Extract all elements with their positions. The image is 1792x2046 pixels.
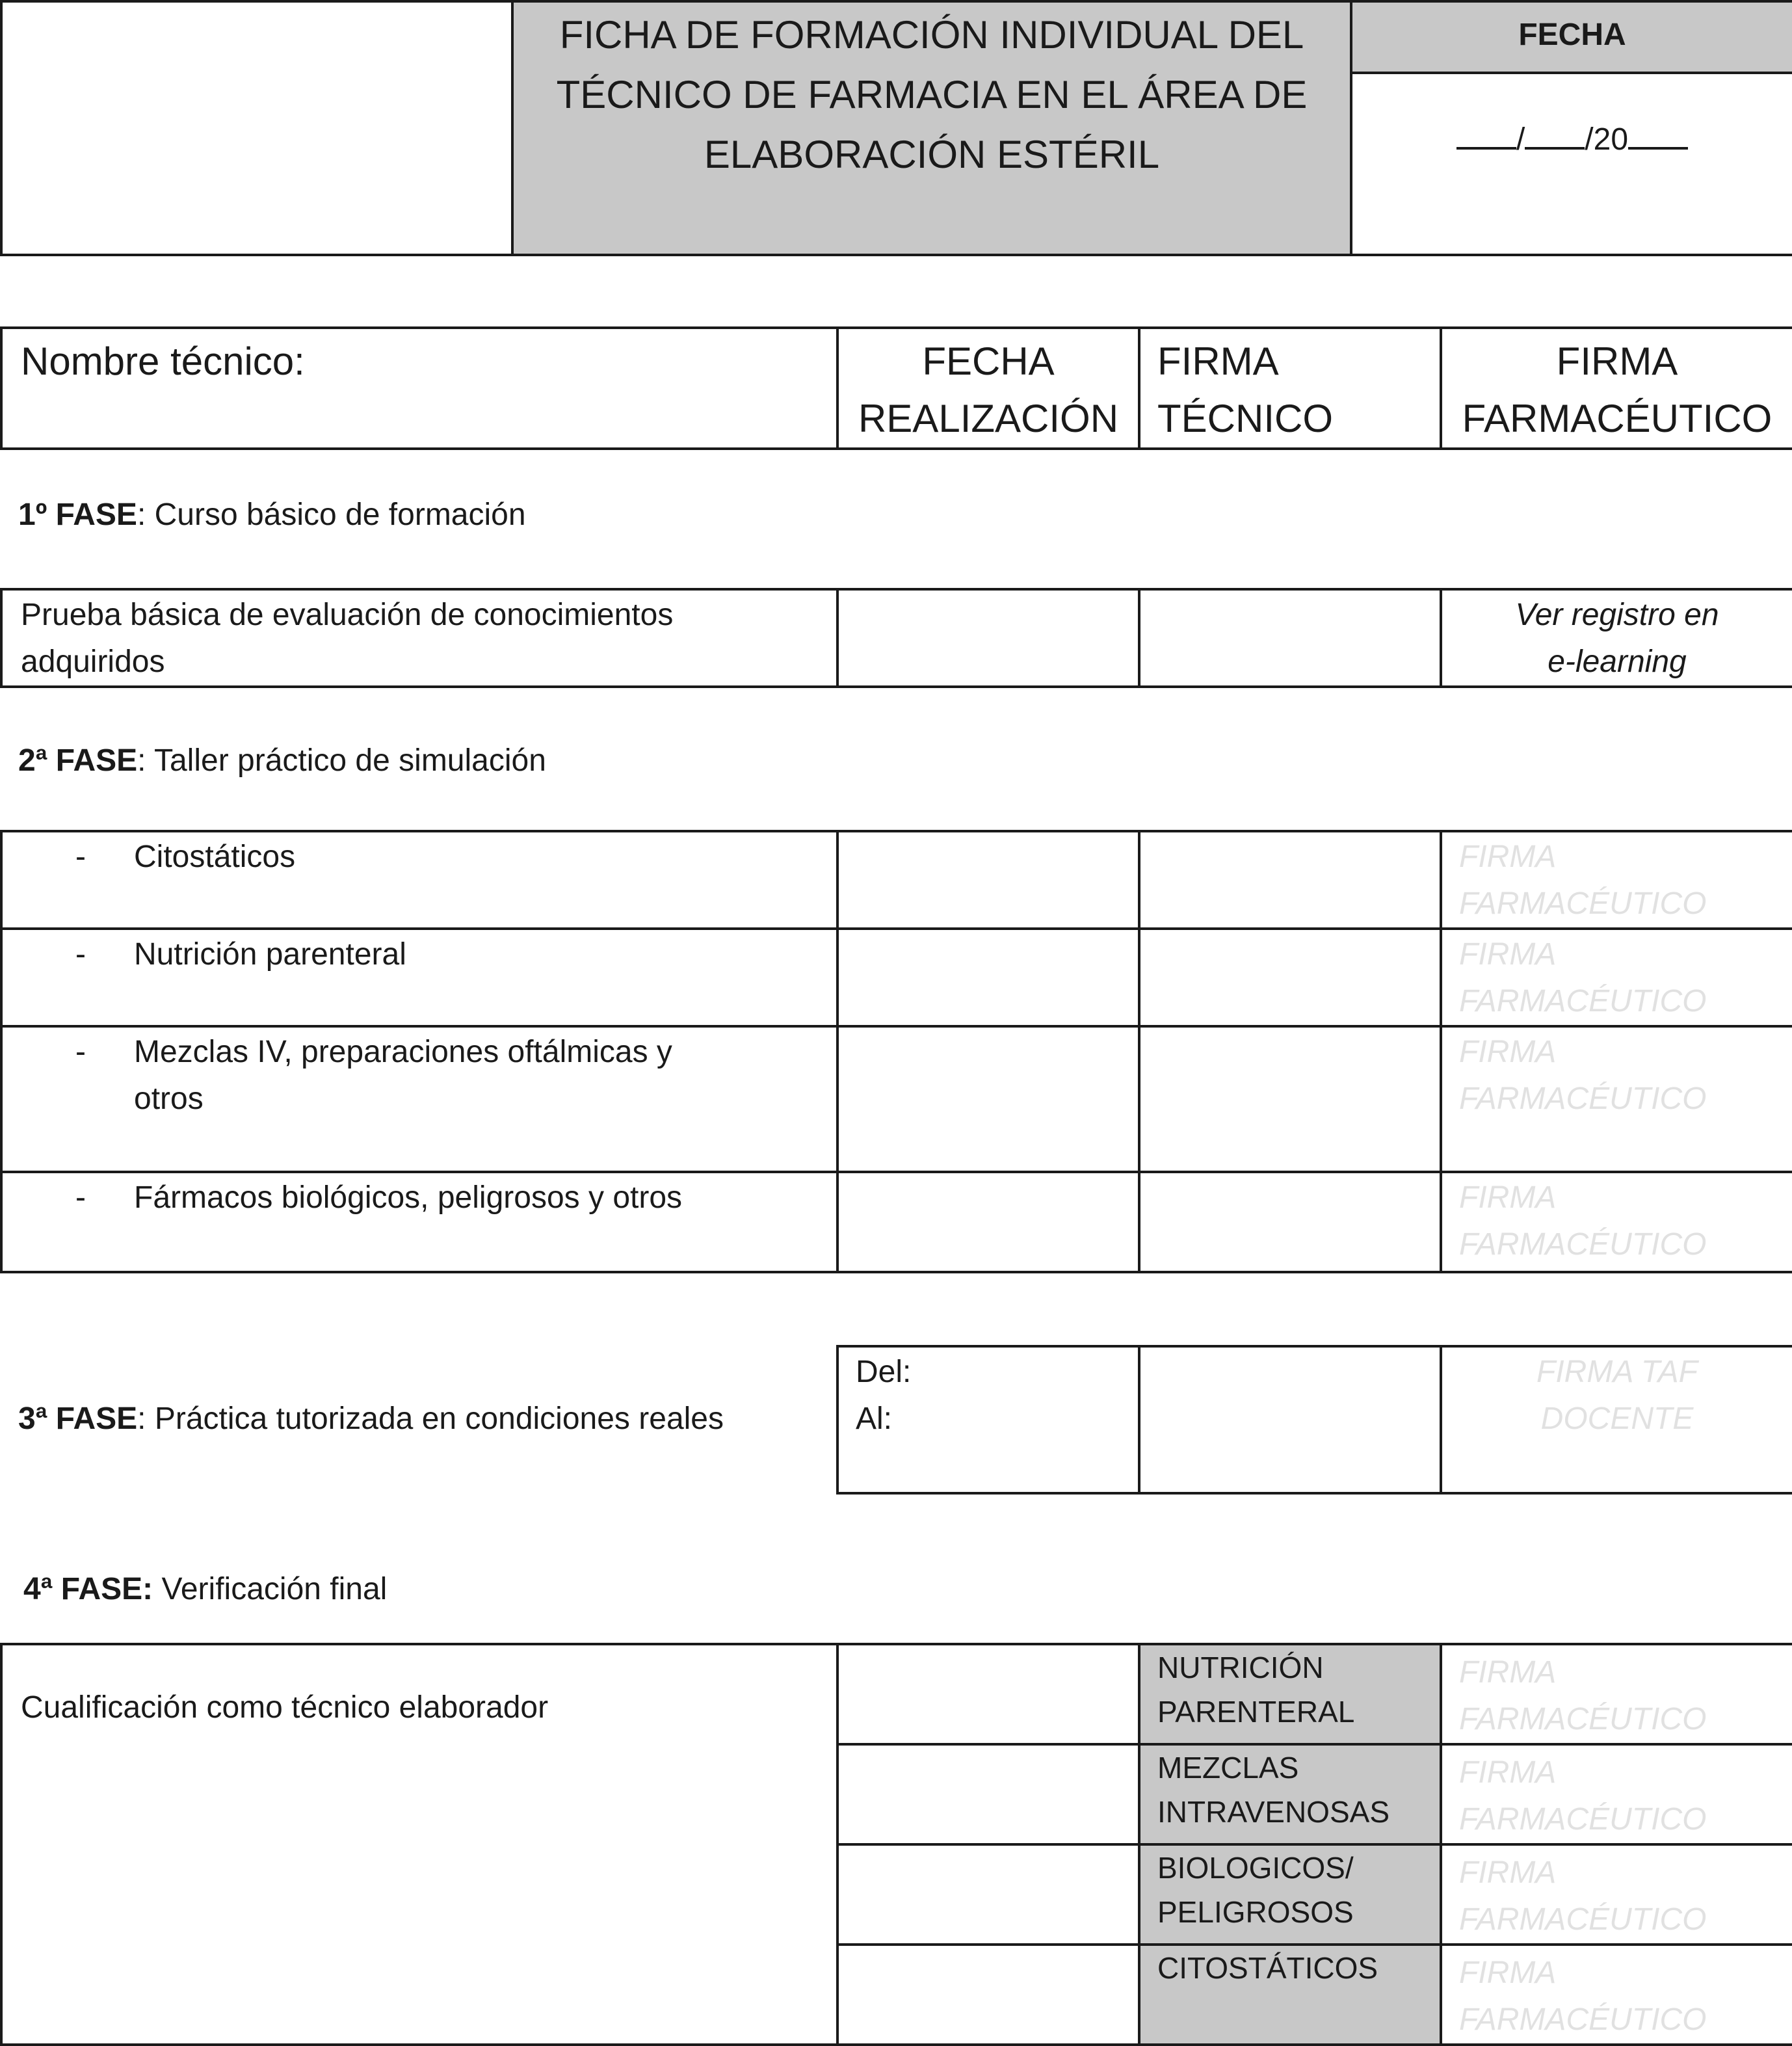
fecha-separator: / — [1516, 122, 1525, 157]
phase3-firma-taf-cell[interactable] — [1441, 1346, 1792, 1493]
phase4-table — [0, 1643, 1792, 2046]
placeholder-line2: FARMACÉUTICO — [1459, 1082, 1707, 1116]
phase3-label: 3ª FASE — [18, 1402, 138, 1436]
phase1-heading — [18, 492, 526, 538]
phase2-label: 2ª FASE — [18, 743, 138, 778]
phase1-label: 1º FASE — [18, 498, 137, 532]
phase2-item-citostaticos — [1, 831, 837, 929]
category-line1: NUTRICIÓN — [1157, 1651, 1324, 1684]
phase2-item-mezclas — [1, 1026, 837, 1172]
phase4-firma-farm-cell[interactable] — [1441, 1945, 1792, 2045]
phase2-firma-farm-cell[interactable] — [1441, 929, 1792, 1026]
col-firma-farm-line1: FIRMA — [1556, 339, 1678, 383]
phase3-del-label: Del: — [856, 1355, 912, 1389]
phase4-category-biologicos — [1139, 1844, 1441, 1945]
col-firma-farm-line2: FARMACÉUTICO — [1462, 397, 1772, 440]
fecha-header — [1351, 1, 1792, 73]
bullet-dash: - — [75, 1035, 86, 1069]
placeholder-line2: FARMACÉUTICO — [1459, 1902, 1707, 1937]
placeholder-line2: FARMACÉUTICO — [1459, 886, 1707, 921]
placeholder-line1: FIRMA — [1459, 937, 1557, 972]
placeholder-line1: FIRMA — [1459, 1755, 1557, 1790]
phase2-firma-tecnico-cell[interactable] — [1139, 831, 1441, 929]
phase4-label: 4ª FASE: — [23, 1572, 153, 1606]
phase2-item-text: Citostáticos — [134, 840, 296, 874]
col-firma-tecnico-line1: FIRMA — [1157, 339, 1279, 383]
nombre-tecnico-label: Nombre técnico: — [21, 339, 305, 383]
phase1-table — [0, 588, 1792, 688]
phase2-firma-tecnico-cell[interactable] — [1139, 929, 1441, 1026]
col-firma-farmaceutico — [1441, 328, 1792, 449]
phase2-table — [0, 830, 1792, 1273]
fecha-year: /20 — [1585, 122, 1629, 157]
phase1-row-line1: Prueba básica de evaluación de conocimientos — [21, 598, 674, 632]
phase2-firma-farm-cell[interactable] — [1441, 831, 1792, 929]
phase4-heading — [23, 1566, 387, 1613]
phase1-note-cell — [1441, 589, 1792, 687]
category-line1: CITOSTÁTICOS — [1157, 1951, 1378, 1985]
placeholder-line1: FIRMA — [1459, 1180, 1557, 1215]
phase2-item-nutricion — [1, 929, 837, 1026]
phase2-fecha-cell[interactable] — [837, 929, 1139, 1026]
placeholder-line2: FARMACÉUTICO — [1459, 1802, 1707, 1837]
placeholder-line1: FIRMA — [1459, 840, 1557, 874]
phase4-row-label: Cualificación como técnico elaborador — [21, 1690, 549, 1725]
fecha-field[interactable] — [1351, 73, 1792, 255]
placeholder-line1: FIRMA — [1459, 1855, 1557, 1890]
phase3-date-range-cell[interactable] — [837, 1346, 1139, 1493]
phase2-item-text-line2: otros — [134, 1082, 204, 1116]
category-line2: PARENTERAL — [1157, 1695, 1355, 1729]
logo-area — [1, 1, 512, 255]
phase2-fecha-cell[interactable] — [837, 1172, 1139, 1272]
phase4-fecha-cell[interactable] — [837, 1744, 1139, 1844]
header-table — [0, 0, 1792, 256]
phase4-firma-farm-cell[interactable] — [1441, 1744, 1792, 1844]
phase4-row-text — [1, 1644, 837, 2045]
fecha-label: FECHA — [1518, 18, 1626, 52]
phase4-fecha-cell[interactable] — [837, 1844, 1139, 1945]
category-line2: PELIGROSOS — [1157, 1895, 1354, 1929]
col-fecha-realizacion — [837, 328, 1139, 449]
phase2-item-text: Fármacos biológicos, peligrosos y otros — [134, 1180, 683, 1215]
col-fecha-line2: REALIZACIÓN — [858, 397, 1119, 440]
placeholder-line2: FARMACÉUTICO — [1459, 2002, 1707, 2037]
phase2-item-text: Nutrición parenteral — [134, 937, 406, 972]
phase4-fecha-cell[interactable] — [837, 1644, 1139, 1744]
col-fecha-line1: FECHA — [922, 339, 1055, 383]
placeholder-line1: FIRMA — [1459, 1956, 1557, 1990]
col-firma-tecnico-line2: TÉCNICO — [1157, 397, 1333, 440]
nombre-tecnico-field[interactable] — [1, 328, 837, 449]
phase2-item-text: Mezclas IV, preparaciones oftálmicas y — [134, 1035, 672, 1069]
category-line1: BIOLOGICOS/ — [1157, 1851, 1354, 1885]
phase3-title: : Práctica tutorizada en condiciones reales — [137, 1402, 724, 1436]
phase4-firma-farm-cell[interactable] — [1441, 1844, 1792, 1945]
form-title-line-2: TÉCNICO DE FARMACIA EN EL ÁREA DE — [556, 73, 1308, 116]
phase1-fecha-cell[interactable] — [837, 589, 1139, 687]
phase3-firma-tecnico-cell[interactable] — [1139, 1346, 1441, 1493]
bullet-dash: - — [75, 840, 86, 874]
placeholder-line1: FIRMA TAF — [1536, 1355, 1698, 1389]
phase3-heading — [18, 1396, 724, 1442]
phase4-category-mezclas — [1139, 1744, 1441, 1844]
column-header-table — [0, 326, 1792, 450]
phase2-fecha-cell[interactable] — [837, 1026, 1139, 1172]
phase2-fecha-cell[interactable] — [837, 831, 1139, 929]
form-title-line-1: FICHA DE FORMACIÓN INDIVIDUAL DEL — [559, 13, 1304, 57]
phase2-title: : Taller práctico de simulación — [137, 743, 546, 778]
phase1-firma-tecnico-cell[interactable] — [1139, 589, 1441, 687]
form-title-line-3: ELABORACIÓN ESTÉRIL — [704, 133, 1160, 176]
phase4-firma-farm-cell[interactable] — [1441, 1644, 1792, 1744]
form-title — [512, 1, 1351, 255]
phase4-title: Verificación final — [153, 1572, 388, 1606]
phase1-row-text — [1, 589, 837, 687]
phase1-row-line2: adquiridos — [21, 644, 165, 679]
placeholder-line2: FARMACÉUTICO — [1459, 1227, 1707, 1262]
phase3-al-label: Al: — [856, 1402, 893, 1436]
phase1-note-line1: Ver registro en — [1515, 598, 1719, 632]
phase2-firma-tecnico-cell[interactable] — [1139, 1026, 1441, 1172]
phase2-firma-farm-cell[interactable] — [1441, 1172, 1792, 1272]
bullet-dash: - — [75, 1180, 86, 1215]
phase4-category-citostaticos — [1139, 1945, 1441, 2045]
phase4-fecha-cell[interactable] — [837, 1945, 1139, 2045]
phase2-firma-tecnico-cell[interactable] — [1139, 1172, 1441, 1272]
col-firma-tecnico — [1139, 328, 1441, 449]
phase2-item-farmacos — [1, 1172, 837, 1272]
category-line1: MEZCLAS — [1157, 1751, 1299, 1785]
placeholder-line1: FIRMA — [1459, 1655, 1557, 1690]
bullet-dash: - — [75, 937, 86, 972]
phase2-firma-farm-cell[interactable] — [1441, 1026, 1792, 1172]
category-line2: INTRAVENOSAS — [1157, 1795, 1390, 1829]
phase3-table — [836, 1345, 1792, 1495]
placeholder-line2: FARMACÉUTICO — [1459, 1702, 1707, 1736]
placeholder-line1: FIRMA — [1459, 1035, 1557, 1069]
phase1-title: : Curso básico de formación — [137, 498, 526, 532]
phase1-note-line2: e-learning — [1548, 644, 1687, 679]
placeholder-line2: FARMACÉUTICO — [1459, 984, 1707, 1018]
phase2-heading — [18, 737, 546, 784]
placeholder-line2: DOCENTE — [1540, 1402, 1694, 1436]
phase4-category-nutricion — [1139, 1644, 1441, 1744]
